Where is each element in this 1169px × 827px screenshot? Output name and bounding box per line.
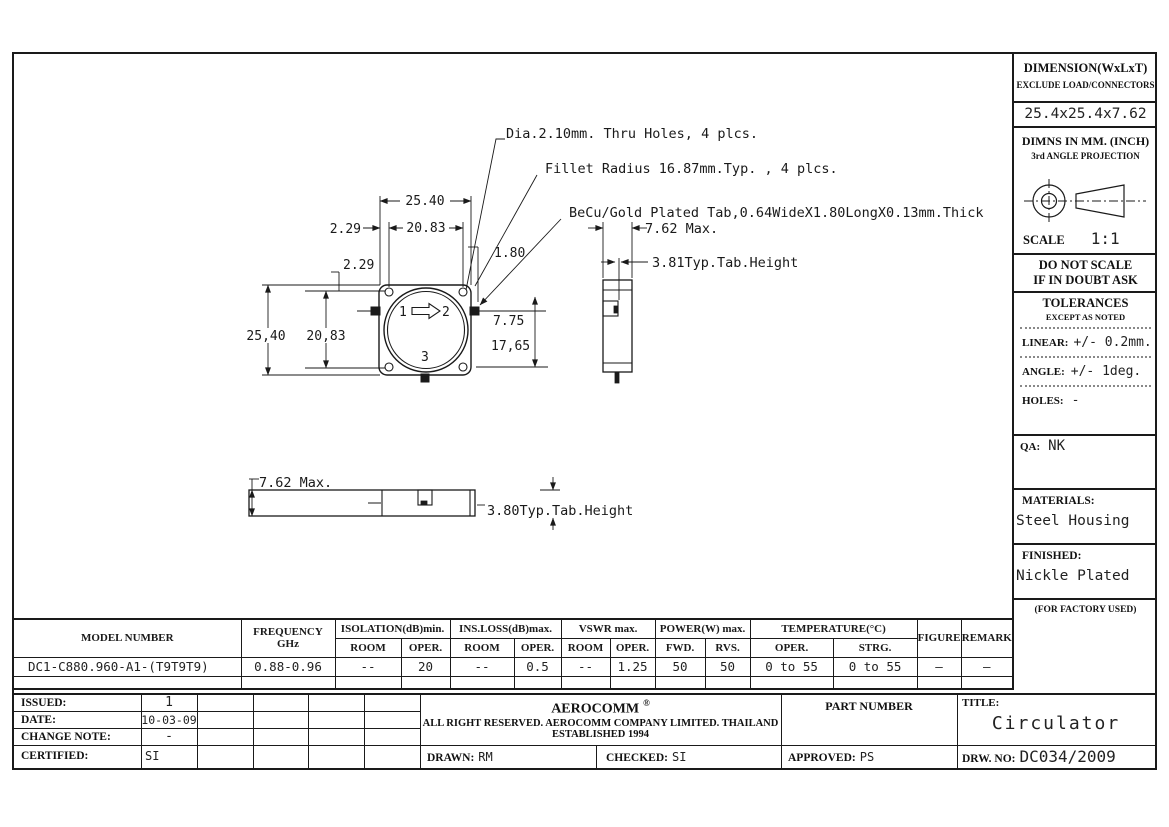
- col-frequency: [241, 619, 335, 657]
- company-line2: ALL RIGHT RESERVED. AEROCOMM COMPANY LIMITED. THAILAND: [422, 718, 779, 730]
- cell-power-fwd: 50: [655, 657, 705, 676]
- cell-isolation-oper: 20: [401, 657, 450, 676]
- bottom-tab-height-dim: 3.80Typ.Tab.Height: [487, 503, 634, 519]
- dimns-line2: 3rd ANGLE PROJECTION: [1031, 151, 1140, 161]
- revision-cell: [253, 728, 309, 746]
- dimension-subtitle: EXCLUDE LOAD/CONNECTORS: [1016, 80, 1155, 90]
- dim-edge-offset-h: 2.29: [329, 222, 361, 237]
- approved-cell: [781, 745, 958, 768]
- third-angle-projection-icon: [1014, 163, 1159, 233]
- dim-tab-offset: 1.80: [494, 246, 526, 261]
- title-value: Circulator: [991, 713, 1121, 734]
- revision-cell: [197, 745, 254, 768]
- col-figure: FIGURE: [917, 619, 961, 657]
- sub-insloss-room: ROOM: [450, 638, 514, 657]
- qa-label: QA:: [1020, 441, 1041, 453]
- note-plated-tab: BeCu/Gold Plated Tab,0.64WideX1.80LongX0.13mm.Thick: [569, 205, 984, 221]
- spec-table: [12, 618, 1014, 690]
- dotted-separator: [1020, 384, 1151, 387]
- part-number-cell: [781, 695, 958, 746]
- linear-value: +/- 0.2mm.: [1073, 335, 1152, 350]
- cell-figure: —: [917, 657, 961, 676]
- tolerances-subtitle: EXCEPT AS NOTED: [1045, 312, 1126, 322]
- certified-label: CERTIFIED:: [21, 750, 89, 762]
- revision-cell: [364, 695, 421, 712]
- cell-insloss-oper: 0.5: [514, 657, 561, 676]
- sidebar-dimension-value: [1014, 103, 1157, 128]
- dotted-separator: [1020, 355, 1151, 358]
- sub-power-fwd: FWD.: [655, 638, 705, 657]
- linear-label: LINEAR:: [1022, 337, 1069, 349]
- note-thru-holes: Dia.2.10mm. Thru Holes, 4 plcs.: [506, 126, 758, 142]
- do-not-scale-line2: IF IN DOUBT ASK: [1033, 273, 1138, 287]
- bottom-height-dim: 7.62 Max.: [259, 475, 333, 491]
- col-remark: REMARK: [961, 619, 1013, 657]
- holes-label: HOLES:: [1022, 395, 1064, 407]
- title-cell: [957, 695, 1155, 746]
- issued-label: ISSUED:: [14, 695, 142, 712]
- cell-model: DC1-C880.960-A1-(T9T9T9): [13, 657, 241, 676]
- checked-value: SI: [671, 750, 687, 764]
- side-pin: [615, 372, 619, 383]
- revision-cell: [197, 728, 254, 746]
- annotation-notes: [506, 126, 984, 221]
- drw-no-value: DC034/2009: [1019, 747, 1116, 766]
- checked-label: CHECKED:: [606, 752, 668, 764]
- sub-temp-oper: OPER.: [750, 638, 833, 657]
- col-isolation: ISOLATION(dB)min.: [335, 619, 450, 638]
- finished-label: FINISHED:: [1022, 550, 1082, 562]
- revision-cell: [308, 711, 365, 729]
- change-note-value: -: [141, 728, 198, 746]
- port-arrow: [412, 304, 440, 319]
- dim-left-holes: 20,83: [306, 329, 346, 344]
- tab-left: [371, 307, 380, 315]
- title-block: [12, 693, 1157, 770]
- finished-value: Nickle Plated: [1016, 568, 1130, 584]
- revision-cell: [364, 728, 421, 746]
- company-name: AEROCOMM: [551, 701, 640, 717]
- sidebar-do-not-scale: [1014, 255, 1157, 293]
- col-vswr: VSWR max.: [561, 619, 655, 638]
- col-model-number: MODEL NUMBER: [13, 619, 241, 657]
- revision-cell: [308, 745, 365, 768]
- revision-cell: [364, 745, 421, 768]
- approved-label: APPROVED:: [788, 752, 856, 764]
- revision-cell: [197, 695, 254, 712]
- dim-tab-bottom: 17,65: [491, 339, 531, 354]
- certified-value: SI: [141, 745, 198, 768]
- frequency-line1: FREQUENCY: [253, 626, 323, 639]
- sidebar-finished: [1014, 545, 1157, 600]
- sidebar-tolerances: [1014, 293, 1157, 436]
- drawn-cell: [420, 745, 597, 768]
- tab-bottom: [421, 374, 429, 382]
- factory-note: (FOR FACTORY USED): [1034, 605, 1137, 615]
- cell-temp-oper: 0 to 55: [750, 657, 833, 676]
- change-note-label: CHANGE NOTE:: [14, 728, 142, 746]
- sidebar-factory-note: [1014, 600, 1157, 686]
- cell-remark: —: [961, 657, 1013, 676]
- qa-value: NK: [1048, 438, 1066, 454]
- tab-right: [470, 307, 479, 315]
- col-ins-loss: INS.LOSS(dB)max.: [450, 619, 561, 638]
- port-2-label: 2: [442, 305, 450, 320]
- cell-isolation-room: --: [335, 657, 401, 676]
- date-value: 10-03-09: [141, 713, 197, 727]
- sub-vswr-oper: OPER.: [610, 638, 655, 657]
- dim-top-width: 25.40: [405, 194, 445, 209]
- sub-insloss-oper: OPER.: [514, 638, 561, 657]
- sidebar-qa: [1014, 436, 1157, 490]
- col-power: POWER(W) max.: [655, 619, 750, 638]
- cell-power-rvs: 50: [705, 657, 750, 676]
- certified-cell: [14, 745, 142, 768]
- do-not-scale-line1: DO NOT SCALE: [1038, 258, 1133, 272]
- dimension-value: 25.4x25.4x7.62: [1024, 106, 1147, 122]
- spec-data-row: [13, 657, 1013, 676]
- revision-cell: [197, 711, 254, 729]
- title-label: TITLE:: [962, 697, 1000, 709]
- note-fillet-radius: Fillet Radius 16.87mm.Typ. , 4 plcs.: [545, 161, 838, 177]
- dotted-separator: [1020, 326, 1151, 329]
- side-tab-height-dim: 3.81Typ.Tab.Height: [652, 255, 799, 271]
- angle-value: +/- 1deg.: [1070, 364, 1142, 379]
- registered-mark: ®: [643, 698, 650, 708]
- port-3-label: 3: [421, 350, 429, 365]
- tolerances-title: TOLERANCES: [1042, 296, 1129, 310]
- materials-label: MATERIALS:: [1022, 495, 1095, 507]
- dimns-line1: DIMNS IN MM. (INCH): [1021, 134, 1150, 148]
- dim-edge-offset-v: 2.29: [343, 258, 375, 273]
- cell-vswr-oper: 1.25: [610, 657, 655, 676]
- sidebar-materials: [1014, 490, 1157, 545]
- cell-frequency: 0.88-0.96: [241, 657, 335, 676]
- port-1-label: 1: [399, 305, 407, 320]
- sub-power-rvs: RVS.: [705, 638, 750, 657]
- dim-top-holes: 20.83: [406, 221, 446, 236]
- revision-cell: [364, 711, 421, 729]
- revision-cell: [253, 745, 309, 768]
- side-view-dimensions: [588, 222, 648, 300]
- technical-drawing: [12, 52, 1012, 618]
- issued-value: 1: [141, 695, 198, 712]
- cell-insloss-room: --: [450, 657, 514, 676]
- spec-empty-row: [13, 676, 1013, 689]
- revision-cell: [253, 695, 309, 712]
- dimension-title: DIMENSION(WxLxT): [1023, 61, 1148, 75]
- sidebar-projection: [1014, 128, 1157, 255]
- front-view: [357, 285, 479, 382]
- side-width-dim: 7.62 Max.: [645, 221, 719, 237]
- revision-cell: [253, 711, 309, 729]
- revision-cell: [308, 695, 365, 712]
- sub-temp-strg: STRG.: [833, 638, 917, 657]
- sub-vswr-room: ROOM: [561, 638, 610, 657]
- part-number-label: PART NUMBER: [825, 699, 913, 713]
- checked-cell: [596, 745, 782, 768]
- company-box: [420, 695, 782, 746]
- bottom-view: [249, 490, 475, 516]
- drw-no-cell: [957, 745, 1155, 768]
- sidebar-dimension-header: [1014, 52, 1157, 103]
- approved-value: PS: [859, 750, 875, 764]
- col-temperature: TEMPERATURE(°C): [750, 619, 917, 638]
- side-view: [603, 280, 632, 383]
- materials-value: Steel Housing: [1016, 513, 1130, 529]
- scale-label: SCALE: [1023, 233, 1065, 247]
- revision-cell: [308, 728, 365, 746]
- angle-label: ANGLE:: [1022, 366, 1065, 378]
- drawn-label: DRAWN:: [427, 752, 475, 764]
- dim-left-height: 25,40: [246, 329, 286, 344]
- cell-vswr-room: --: [561, 657, 610, 676]
- company-line3: ESTABLISHED 1994: [552, 729, 649, 741]
- cell-temp-strg: 0 to 55: [833, 657, 917, 676]
- scale-value: 1:1: [1090, 229, 1120, 248]
- sidebar: [1012, 52, 1157, 688]
- date-label: DATE:: [14, 711, 142, 729]
- sub-isolation-room: ROOM: [335, 638, 401, 657]
- bottom-view-texts: [259, 475, 633, 519]
- drw-no-label: DRW. NO:: [962, 753, 1016, 765]
- sub-isolation-oper: OPER.: [401, 638, 450, 657]
- side-view-texts: [645, 221, 798, 271]
- holes-value: -: [1071, 393, 1080, 408]
- frequency-line2: GHz: [277, 638, 299, 651]
- drawn-value: RM: [478, 750, 493, 764]
- dim-tab-right: 7.75: [493, 314, 525, 329]
